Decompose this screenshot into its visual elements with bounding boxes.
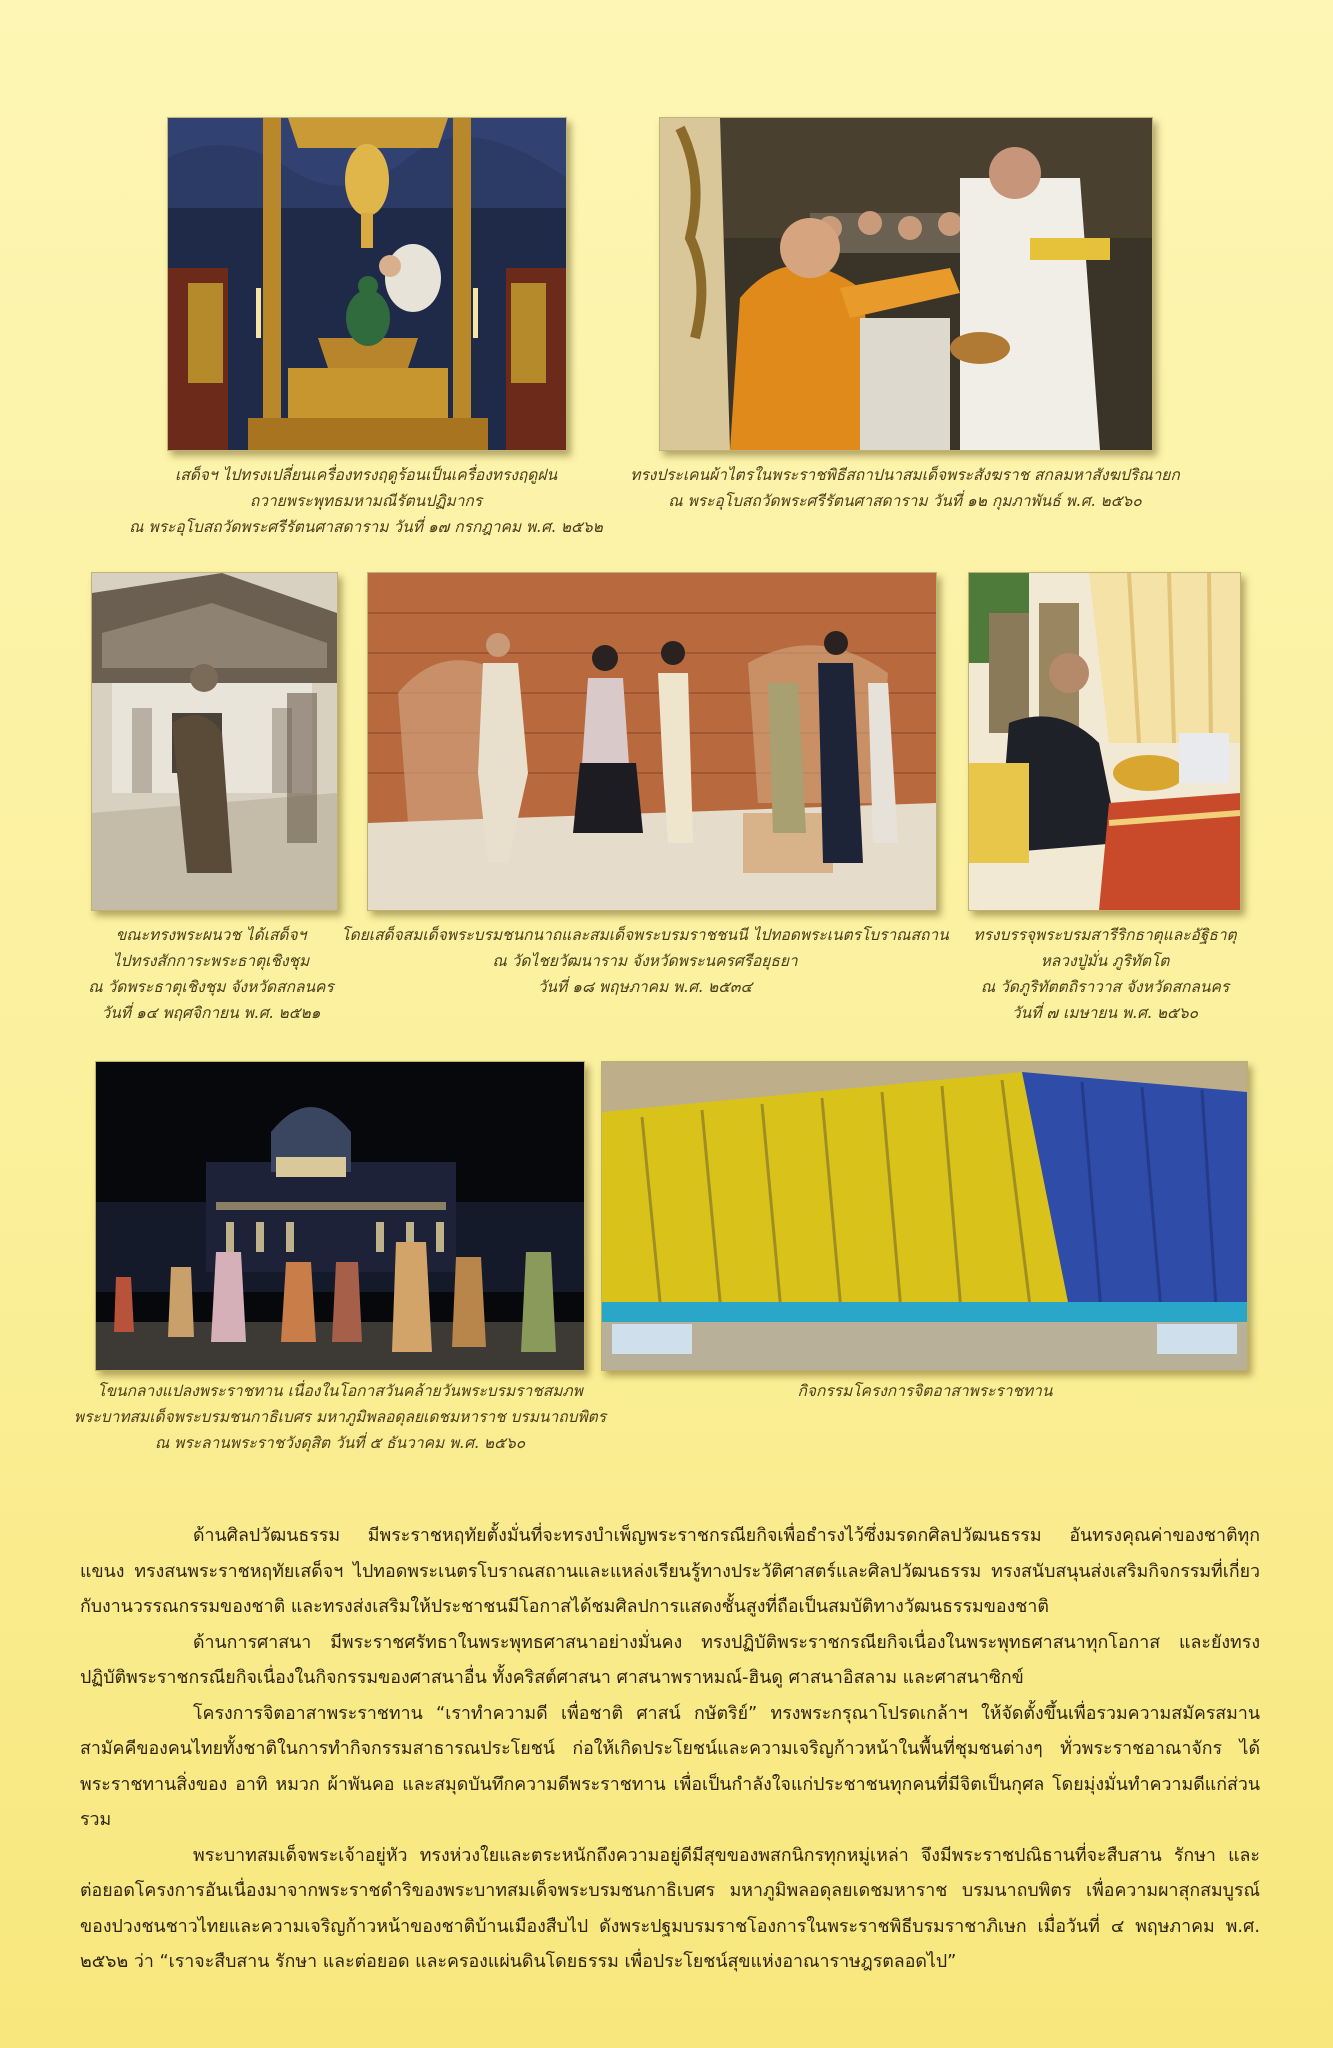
caption-line: วันที่ ๑๔ พฤศจิกายน พ.ศ. ๒๕๒๑ [101,1004,321,1022]
caption-monkhood [76,922,346,1026]
caption-line: ทรงประเคนผ้าไตรในพระราชพิธีสถาปนาสมเด็จพระสังฆราช สกลมหาสังฆปริณายก [630,466,1180,484]
caption-line: ณ วัดภูริทัตตถิราวาส จังหวัดสกลนคร [980,978,1230,996]
body-text [80,1518,1260,1980]
photo-khon-performance [95,1061,585,1371]
photo-ancient-site [367,572,937,911]
caption-line: ณ พระลานพระราชวังดุสิต วันที่ ๕ ธันวาคม พ.ศ. ๒๕๖๐ [154,1434,526,1452]
caption-line: พระบาทสมเด็จพระบรมชนกาธิเบศร มหาภูมิพลอดุลยเดชมหาราช บรมนาถบพิตร [73,1408,607,1426]
caption-line: ถวายพระพุทธมหามณีรัตนปฏิมากร [249,492,483,510]
caption-line: วันที่ ๗ เมษายน พ.ศ. ๒๕๖๐ [1011,1004,1199,1022]
caption-khon-performance [60,1378,620,1456]
caption-line: ณ วัดพระธาตุเชิงชุม จังหวัดสกลนคร [88,978,334,996]
paragraph-royal-vow: พระบาทสมเด็จพระเจ้าอยู่หัว ทรงห่วงใยและตระหนักถึงความอยู่ดีมีสุขของพสกนิกรทุกหมู่เหล่า จึงมีพระราชปณิธานที่จะสืบสาน รักษา และต่อยอดโครงการอันเนื่องมาจากพระราชดำริของพระบาทสมเด็จพระบรมชนกาธิเบศร มหาภูมิพลอดุลยเดชมหาราช บรมนาถบพิตร เพื่อความผาสุกสมบูรณ์ของปวงชนชาวไทยและความเจริญก้าวหน้าของชาติบ้านเมืองสืบไป ดังพระปฐมบรมราชโองการในพระราชพิธีบรมราชาภิเษก เมื่อวันที่ ๔ พฤษภาคม พ.ศ. ๒๕๖๒ ว่า “เราจะสืบสาน รักษา และต่อยอด และครองแผ่นดินโดยธรรม เพื่อประโยชน์สุขแห่งอาณาราษฎรตลอดไป” [80,1844,1260,1972]
caption-robe-offering [585,462,1225,514]
paragraph-volunteer-project: โครงการจิตอาสาพระราชทาน “เราทำความดี เพื่อชาติ ศาสน์ กษัตริย์” ทรงพระกรุณาโปรดเกล้าฯ ให้จัดตั้งขึ้นเพื่อรวมความสมัครสมานสามัคคีของคนไทยทั้งชาติในการทำกิจกรรมสาธารณประโยชน์ ก่อให้เกิดประโยชน์และความเจริญก้าวหน้าในพื้นที่ชุมชนต่างๆ ทั่วพระราชอาณาจักร ได้พระราชทานสิ่งของ อาทิ หมวก ผ้าพันคอ และสมุดบันทึกความดีพระราชทาน เพื่อเป็นกำลังใจแก่ประชาชนทุกคนที่มีจิตเป็นกุศล โดยมุ่งมั่นทำความดีแก่ส่วนรวม [80,1702,1260,1830]
caption-line: ณ พระอุโบสถวัดพระศรีรัตนศาสดาราม วันที่ ๑๗ กรกฎาคม พ.ศ. ๒๕๖๒ [129,518,603,536]
caption-line: ขณะทรงพระผนวช ได้เสด็จฯ [115,926,307,944]
caption-emerald-buddha [100,462,632,540]
caption-line: เสด็จฯ ไปทรงเปลี่ยนเครื่องทรงฤดูร้อนเป็นเครื่องทรงฤดูฝน [174,466,558,484]
caption-ancient-site [340,922,950,1000]
caption-line: ไปทรงสักการะพระธาตุเชิงชุม [112,952,310,970]
caption-line: ณ พระอุโบสถวัดพระศรีรัตนศาสดาราม วันที่ ๑๒ กุมภาพันธ์ พ.ศ. ๒๕๖๐ [668,492,1142,510]
caption-line: กิจกรรมโครงการจิตอาสาพระราชทาน [797,1382,1053,1400]
caption-line: โขนกลางแปลงพระราชทาน เนื่องในโอกาสวันคล้ายวันพระบรมราชสมภพ [97,1382,583,1400]
caption-line: ทรงบรรจุพระบรมสารีริกธาตุและอัฐิธาตุ [973,926,1237,944]
photo-emerald-buddha [167,117,567,451]
caption-line: ณ วัดไชยวัฒนาราม จังหวัดพระนครศรีอยุธยา [492,952,798,970]
caption-relics [960,922,1250,1026]
paragraph-religion: ด้านการศาสนา มีพระราชศรัทธาในพระพุทธศาสนาอย่างมั่นคง ทรงปฏิบัติพระราชกรณียกิจเนื่องในพระพุทธศาสนาทุกโอกาส และยังทรงปฏิบัติพระราชกรณียกิจเนื่องในกิจกรรมของศาสนาอื่น ทั้งคริสต์ศาสนา ศาสนาพราหมณ์-ฮินดู ศาสนาอิสลาม และศาสนาซิกข์ [80,1631,1260,1688]
photo-volunteers [601,1061,1248,1371]
caption-line: หลวงปู่มั่น ภูริทัตโต [1040,952,1170,970]
caption-line: โดยเสด็จสมเด็จพระบรมชนกนาถและสมเด็จพระบรมราชชนนี ไปทอดพระเนตรโบราณสถาน [341,926,949,944]
photo-relics [968,572,1241,911]
paragraph-culture: ด้านศิลปวัฒนธรรม มีพระราชหฤทัยตั้งมั่นที่จะทรงบำเพ็ญพระราชกรณียกิจเพื่อธำรงไว้ซึ่งมรดกศิลปวัฒนธรรม อันทรงคุณค่าของชาติทุกแขนง ทรงสนพระราชหฤทัยเสด็จฯ ไปทอดพระเนตรโบราณสถานและแหล่งเรียนรู้ทางประวัติศาสตร์และศิลปวัฒนธรรม ทรงสนับสนุนส่งเสริมกิจกรรมที่เกี่ยวกับงานวรรณกรรมของชาติ และทรงส่งเสริมให้ประชาชนมีโอกาสได้ชมศิลปการแสดงชั้นสูงที่ถือเป็นสมบัติทางวัฒนธรรมของชาติ [80,1525,1260,1617]
photo-robe-offering [659,117,1153,451]
photo-monkhood [91,572,338,911]
caption-volunteers [700,1378,1150,1404]
caption-line: วันที่ ๑๘ พฤษภาคม พ.ศ. ๒๕๓๔ [537,978,753,996]
